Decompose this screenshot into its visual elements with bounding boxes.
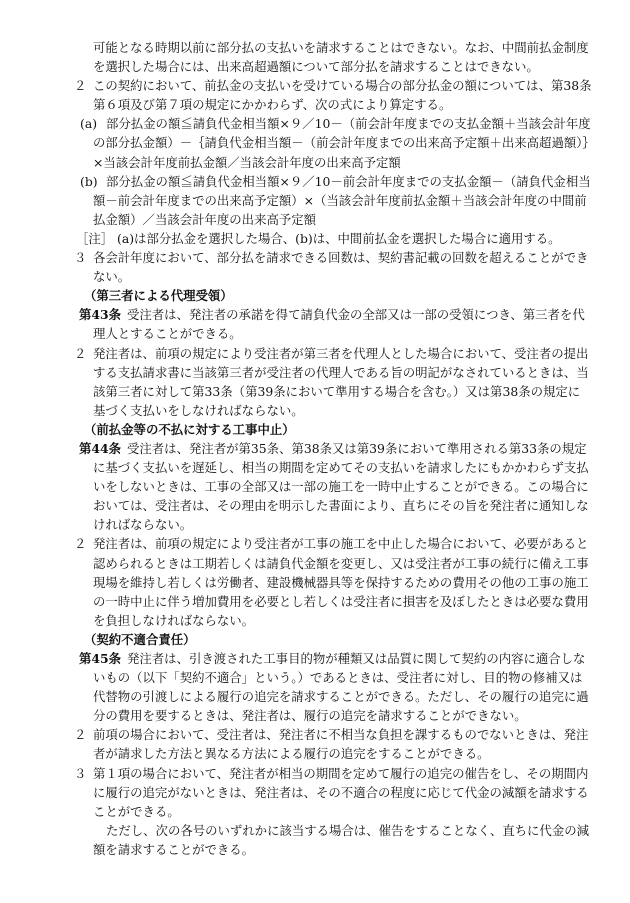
item-number: ３: [74, 250, 87, 266]
article-number: 第44条: [79, 440, 122, 456]
item-text: 発注者は、前項の規定により受注者が工事の施工を中止した場合において、必要があると認められるときは工期若しくは請負代金額を変更し、又は受注者が工事の続行に備え工事現場を維持し若しくは労働者、建設機械器具等を保持するための費用その他の工事の施工の一時中止に伴う増加費用を必要とし若しくは受注者に損害を及ぼしたときは必要な費用を負担しなければならない。: [93, 536, 589, 628]
article-45: [80, 649, 592, 725]
item-text: この契約において、前払金の支払いを受けている場合の部分払金の額については、第38条第６項及び第７項の規定にかかわらず、次の式により算定する。: [93, 78, 592, 113]
note-label: ［注］: [76, 230, 114, 246]
item-text: 各会計年度において、部分払を請求できる回数は、契約書記載の回数を超えることができない。: [93, 250, 589, 285]
art44-item-2: [74, 534, 592, 629]
item-number: ２: [74, 536, 87, 552]
article-number: 第45条: [79, 651, 122, 666]
article-heading: （前払金等の不払に対する工事中止）: [84, 421, 295, 437]
proviso-paragraph: ただし、次の各号のいずれかに該当する場合は、催告をすることなく、直ちに代金の減額を請求することができる。: [93, 822, 589, 857]
item-number: ３: [74, 765, 87, 781]
paragraph-continued: 可能となる時期以前に部分払の支払いを請求することはできない。なお、中間前払金制度を選択した場合には、出来高超過額について部分払を請求することはできない。: [93, 40, 589, 75]
note-text: (a)は部分払金を選択した場合、(b)は、中間前払金を選択した場合に適用する。: [117, 230, 561, 246]
item-text: 第１項の場合において、発注者が相当の期間を定めて履行の追完の催告をし、その期間内に履行の追完がないときは、発注者は、その不適合の程度に応じて代金の減額を請求することができる。: [93, 765, 589, 819]
item-number: ２: [74, 78, 87, 94]
art45-item-3: [74, 764, 592, 821]
article-text: 発注者は、引き渡された工事目的物が種類又は品質に関して契約の内容に適合しないもの（以下「契約不適合」という。）であるときは、受注者に対し、目的物の修補又は代替物の引渡しによる履行の追完を請求することができる。ただし、その履行の追完に過分の費用を要するときは、発注者は、履行の追完を請求することができない。: [93, 651, 589, 724]
formula-note: [76, 229, 592, 248]
formula-text: 部分払金の額≦請負代金相当額×９／10－前会計年度までの支払金額－（請負代金相当額－前会計年度までの出来高予定額）×（当該会計年度前払金額＋当該会計年度の中間前払金額）／当該会計年度の出来高予定額: [93, 173, 591, 227]
art43-item-2: [74, 344, 592, 420]
item-number: ２: [74, 727, 87, 743]
article-heading: （第三者による代理受領）: [84, 288, 233, 304]
article-heading: （契約不適合責任）: [84, 631, 196, 647]
article-text: 受注者は、発注者が第35条、第38条又は第39条において準用される第33条の規定に基づく支払いを遅延し、相当の期間を定めてその支払いを請求したにもかかわらず支払いをしないときは、工事の全部又は一部の施工を一時中止することができる。この場合においては、受注者は、その理由を明示した書面により、直ちにその旨を発注者に通知しなければならない。: [93, 440, 589, 533]
formula-a: [80, 114, 592, 171]
article-44: [80, 439, 592, 534]
article-text: 受注者は、発注者の承諾を得て請負代金の全部又は一部の受領につき、第三者を代理人とすることができる。: [93, 307, 585, 342]
art42-item-3: [74, 248, 592, 286]
article-number: 第43条: [79, 307, 122, 323]
item-text: 前項の場合において、受注者は、発注者に不相当な負担を課するものでないときは、発注者が請求した方法と異なる方法による履行の追完をすることができる。: [93, 727, 589, 762]
item-number: ２: [74, 345, 87, 361]
article-43: [80, 305, 592, 343]
art45-item-2: [74, 725, 592, 763]
item-text: 発注者は、前項の規定により受注者が第三者を代理人とした場合において、受注者の提出する支払請求書に当該第三者が受注者の代理人である旨の明記がなされているときは、当該第三者に対して第33条（第39条において準用する場合を含む。）又は第38条の規定に基づく支払いをしなければならない。: [93, 345, 589, 418]
art42-item-2: [74, 76, 592, 114]
formula-b: [80, 172, 592, 229]
formula-label: (a): [80, 116, 98, 132]
formula-label: (b): [80, 173, 98, 189]
formula-text: 部分払金の額≦請負代金相当額×９／10－（前会計年度までの支払金額＋当該会計年度の部分払金額）－｛請負代金相当額－（前会計年度までの出来高予定額＋出来高超過額）｝×当該会計年度前払金額／当該会計年度の出来高予定額: [93, 116, 591, 170]
